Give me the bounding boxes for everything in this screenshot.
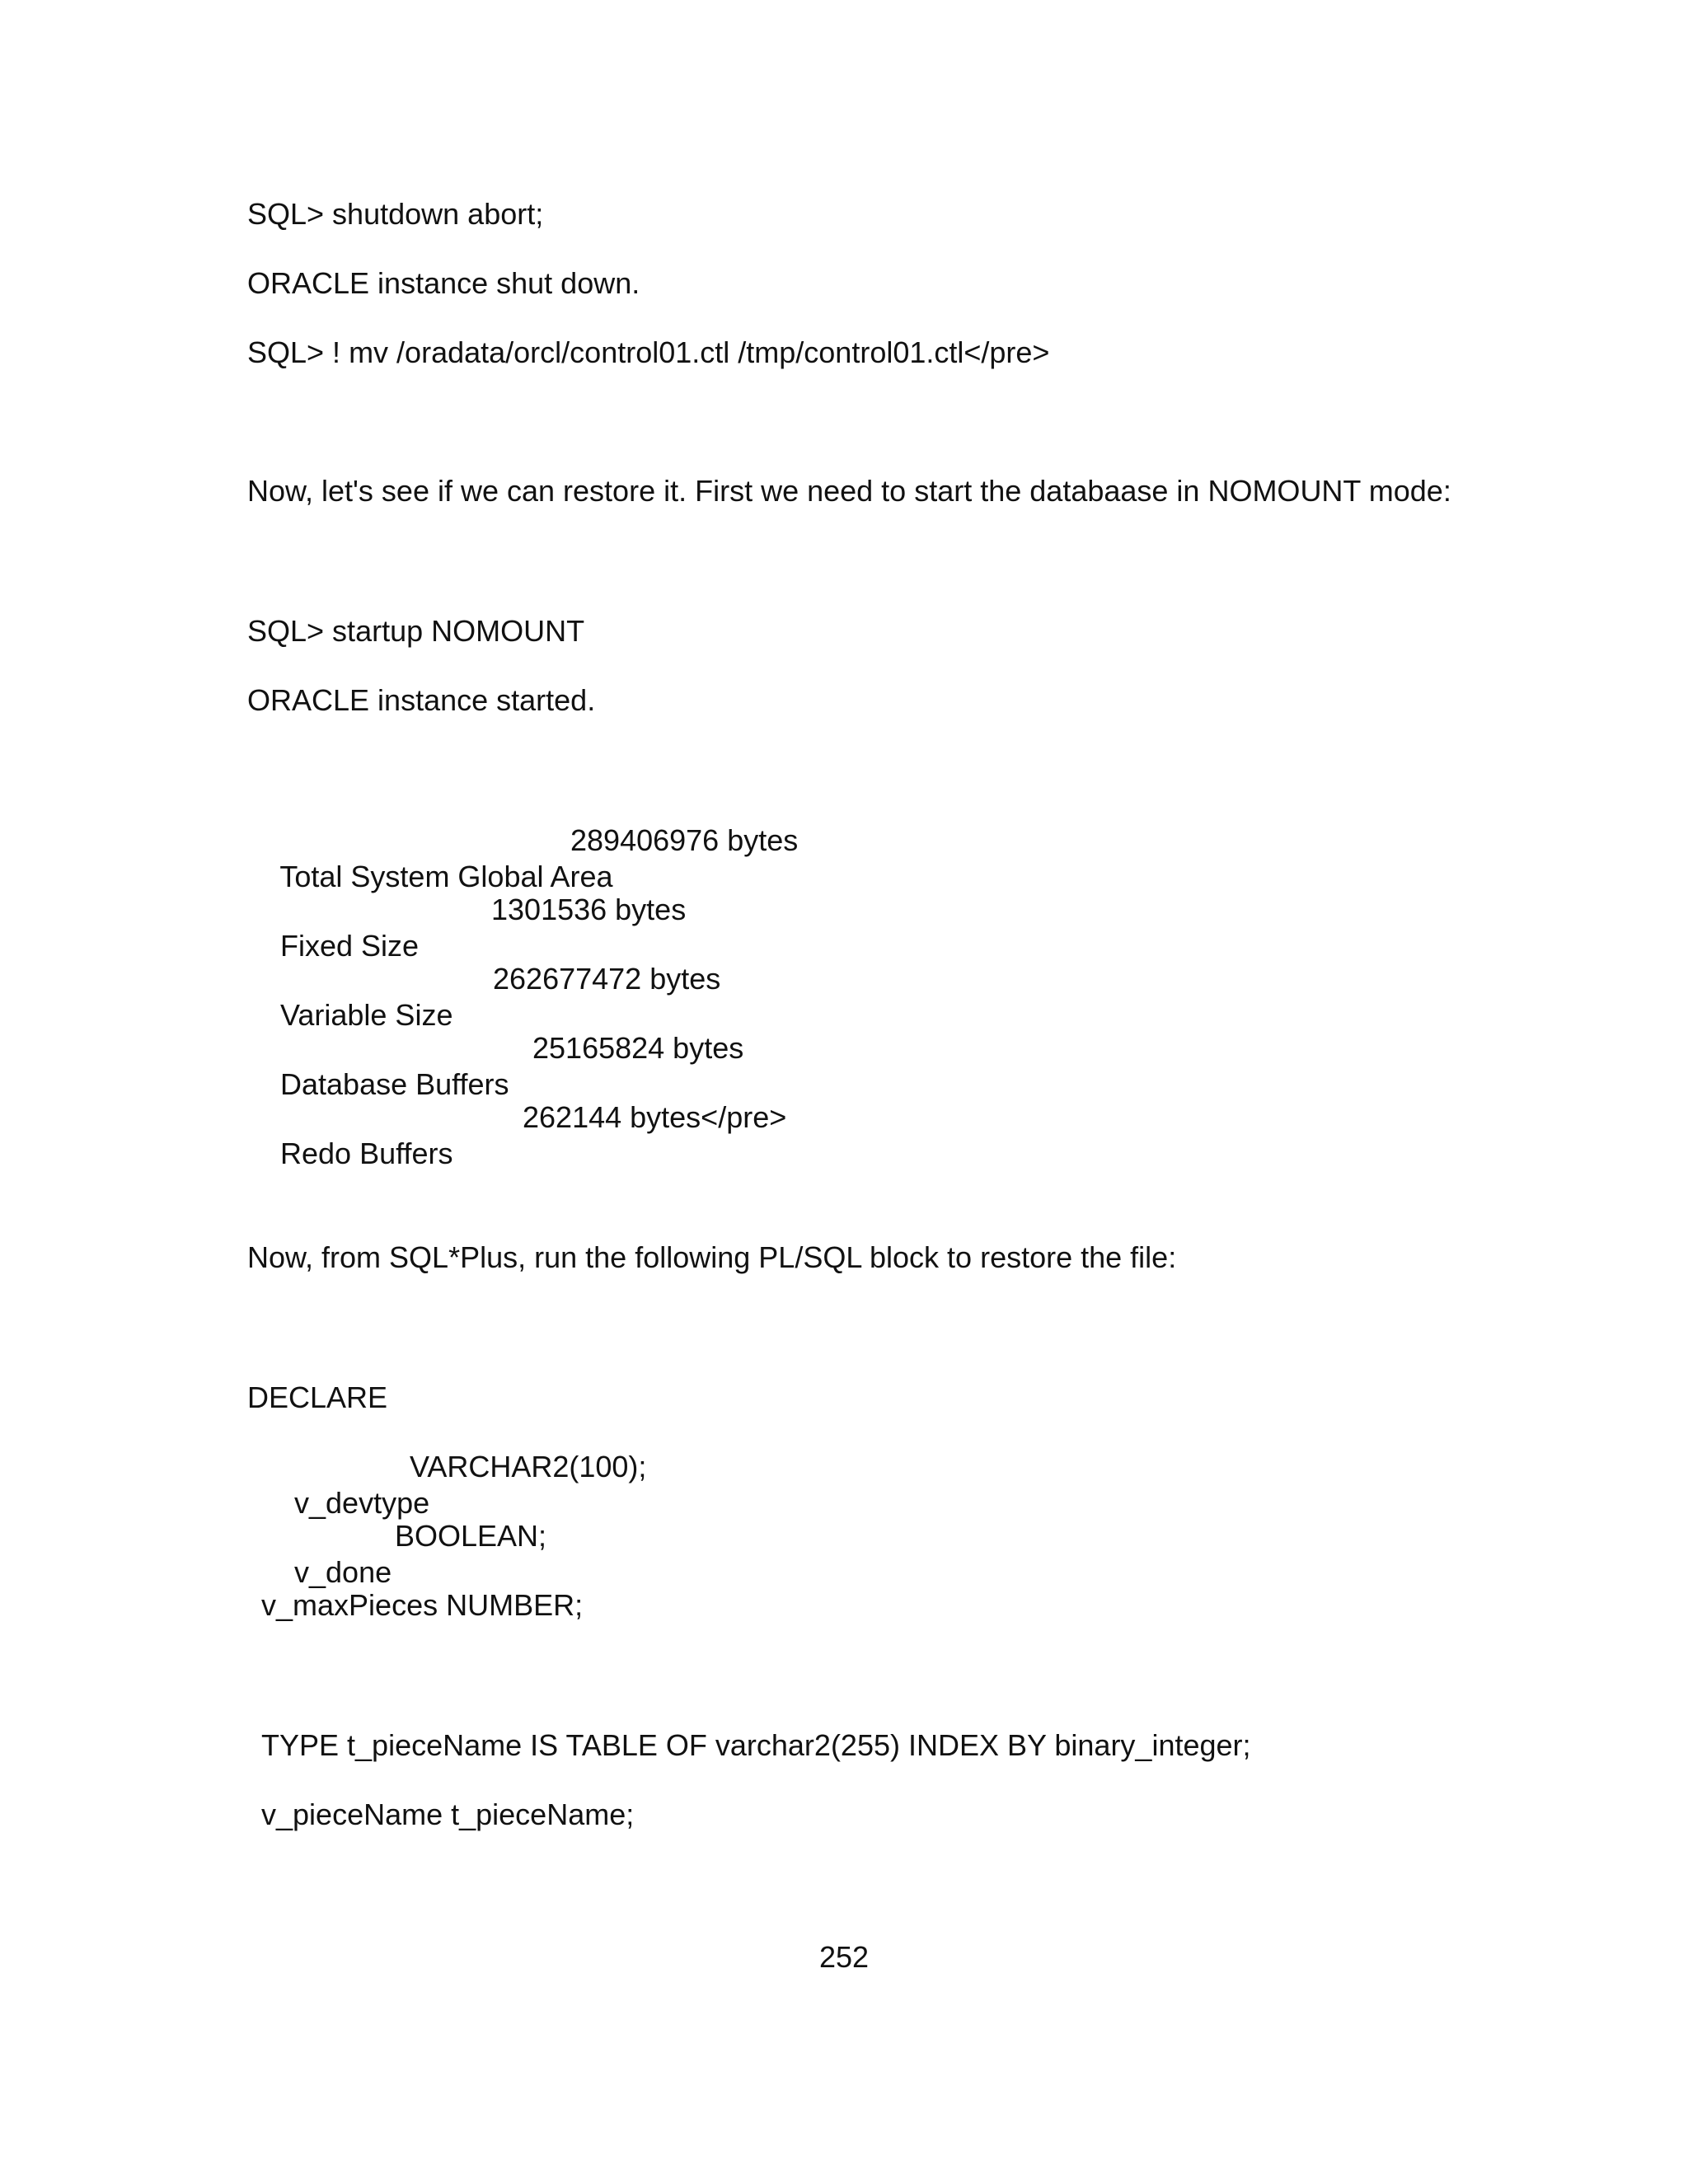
sga-variable-value: 262677472 bytes (493, 962, 721, 996)
sga-variable-label: Variable Size (280, 998, 453, 1032)
code-done-name: v_done (294, 1555, 392, 1589)
code-declare-line: DECLARE (247, 1380, 388, 1414)
instance-started-line: ORACLE instance started. (247, 683, 596, 717)
sga-redo-value: 262144 bytes</pre> (523, 1100, 787, 1134)
restore-intro-paragraph: Now, let's see if we can restore it. First we need to start the databaase in NOMOUNT mode: (247, 474, 1451, 508)
code-piecename-line: v_pieceName t_pieceName; (261, 1797, 635, 1831)
sql-move-line: SQL> ! mv /oradata/orcl/control01.ctl /tmp/control01.ctl</pre> (247, 335, 1050, 369)
instance-shutdown-line: ORACLE instance shut down. (247, 266, 640, 300)
sga-buffers-label: Database Buffers (280, 1067, 509, 1101)
code-type-decl-line: TYPE t_pieceName IS TABLE OF varchar2(255) INDEX BY binary_integer; (261, 1728, 1251, 1762)
code-maxpieces-line: v_maxPieces NUMBER; (261, 1588, 584, 1622)
sga-buffers-value: 25165824 bytes (532, 1031, 744, 1065)
sga-fixed-value: 1301536 bytes (491, 893, 687, 926)
sga-total-value: 289406976 bytes (570, 823, 799, 857)
sql-startup-line: SQL> startup NOMOUNT (247, 614, 585, 648)
sga-redo-label: Redo Buffers (280, 1137, 453, 1170)
sql-shutdown-line: SQL> shutdown abort; (247, 197, 544, 231)
code-done-type: BOOLEAN; (395, 1519, 547, 1553)
code-devtype-type: VARCHAR2(100); (410, 1450, 647, 1483)
sga-total-label: Total System Global Area (279, 860, 613, 893)
sga-fixed-label: Fixed Size (280, 929, 420, 963)
sga-redo-row (247, 1099, 787, 1244)
code-devtype-name: v_devtype (294, 1486, 430, 1520)
plsql-intro-paragraph: Now, from SQL*Plus, run the following PL/SQL block to restore the file: (247, 1240, 1177, 1274)
page-number: 252 (818, 1940, 870, 1974)
